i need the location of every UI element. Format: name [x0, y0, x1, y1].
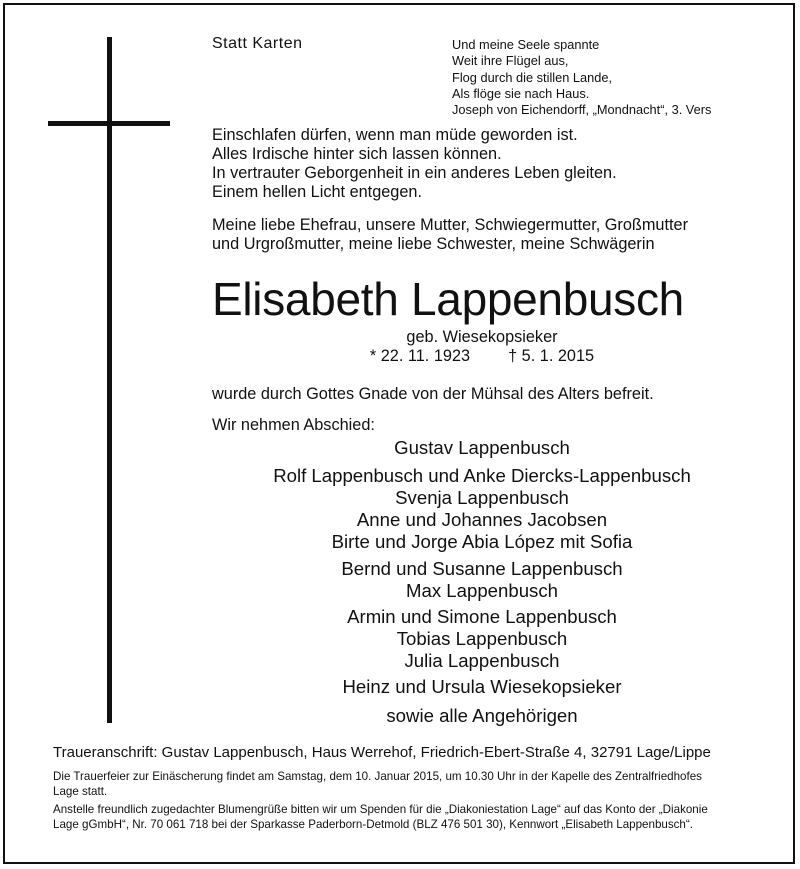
mourner-line: Rolf Lappenbusch und Anke Diercks-Lappenbusch — [273, 465, 691, 486]
donation-notice — [53, 803, 758, 832]
maiden-name: geb. Wiesekopsieker — [406, 328, 558, 346]
mourner-line: Anne und Johannes Jacobsen — [356, 509, 608, 530]
cross-horizontal-bar — [48, 121, 170, 126]
relation-line: und Urgroßmutter, meine liebe Schwester, meine Schwägerin — [212, 235, 655, 253]
mourner-group-3 — [212, 558, 752, 602]
mourner-group-2 — [212, 465, 752, 553]
ceremony-line: Die Trauerfeier zur Einäscherung findet am Samstag, dem 10. Januar 2015, um 10.30 Uhr in der Kapelle des Zentralfriedhofes — [53, 770, 702, 783]
statement-text: wurde durch Gottes Gnade von der Mühsal des Alters befreit. — [212, 385, 654, 403]
mourner-line: Armin und Simone Lappenbusch — [347, 606, 617, 627]
mourner-line: Gustav Lappenbusch — [394, 437, 570, 458]
intro-line: Einschlafen dürfen, wenn man müde geworden ist. — [212, 126, 578, 144]
intro-line: Einem hellen Licht entgegen. — [212, 183, 422, 201]
ceremony-line: Lage statt. — [53, 784, 108, 798]
mourner-group-1 — [212, 436, 752, 460]
mourner-line: Max Lappenbusch — [406, 580, 558, 601]
mourner-group-6 — [212, 704, 752, 728]
cross-vertical-bar — [107, 37, 112, 723]
farewell-heading: Wir nehmen Abschied: — [212, 416, 375, 434]
mourner-line: Birte und Jorge Abia López mit Sofia — [331, 531, 633, 552]
death-date: † 5. 1. 2015 — [508, 347, 595, 365]
mourner-group-5 — [212, 675, 752, 699]
poem-line: Als flöge sie nach Haus. — [452, 85, 590, 101]
mourner-line: Bernd und Susanne Lappenbusch — [341, 558, 623, 579]
mourner-line: Julia Lappenbusch — [404, 650, 560, 671]
poem-line: Weit ihre Flügel aus, — [452, 53, 569, 69]
poem-block — [452, 37, 711, 118]
poem-attribution: Joseph von Eichendorff, „Mondnacht“, 3. Vers — [452, 102, 712, 118]
poem-line: Flog durch die stillen Lande, — [452, 69, 613, 85]
mourner-group-4 — [212, 606, 752, 672]
deceased-name: Elisabeth Lappenbusch — [212, 273, 684, 325]
mourning-address: Traueranschrift: Gustav Lappenbusch, Haus Werrehof, Friedrich-Ebert-Straße 4, 32791 Lage/Lippe — [53, 744, 711, 761]
birth-date: * 22. 11. 1923 — [369, 347, 471, 365]
statt-karten-label: Statt Karten — [212, 35, 303, 52]
intro-text — [212, 126, 617, 202]
poem-line: Und meine Seele spannte — [452, 37, 600, 52]
intro-line: Alles Irdische hinter sich lassen können. — [212, 145, 502, 163]
donation-line: Anstelle freundlich zugedachter Blumengrüße bitten wir um Spenden für die „Diakoniestation Lage“ auf das Konto der „Diakonie — [53, 803, 708, 816]
life-dates — [212, 346, 752, 366]
mourner-line: Tobias Lappenbusch — [396, 628, 568, 649]
mourner-line: sowie alle Angehörigen — [386, 705, 578, 726]
ceremony-notice — [53, 770, 758, 799]
relation-text — [212, 216, 688, 254]
mourner-line: Heinz und Ursula Wiesekopsieker — [342, 676, 622, 697]
relation-line: Meine liebe Ehefrau, unsere Mutter, Schwiegermutter, Großmutter — [212, 216, 688, 234]
intro-line: In vertrauter Geborgenheit in ein anderes Leben gleiten. — [212, 164, 617, 182]
mourner-line: Svenja Lappenbusch — [395, 487, 569, 508]
donation-line: Lage gGmbH“, Nr. 70 061 718 bei der Sparkasse Paderborn-Detmold (BLZ 476 501 30), Kennwort „Elisabeth Lappenbusch“. — [53, 817, 693, 831]
